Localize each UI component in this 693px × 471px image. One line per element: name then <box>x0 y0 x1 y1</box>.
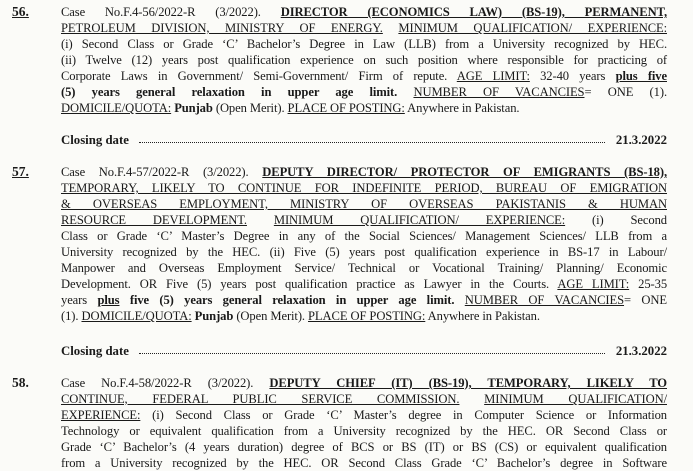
text-run: DIRECTOR (ECONOMICS LAW) (BS-19), PERMANENT, <box>280 5 667 19</box>
text-line <box>61 292 667 308</box>
text-run: = ONE <box>624 293 667 307</box>
text-line <box>61 244 667 260</box>
text-run <box>454 293 464 307</box>
text-run: MINIMUM QUALIFICATION/ <box>484 392 667 406</box>
text-run: MINIMUM QUALIFICATION/ EXPERIENCE: <box>273 213 566 227</box>
text-run: (ii) Twelve (12) years post qualification experience on such position where responsible for practicing of <box>61 53 667 67</box>
closing-date-value: 21.3.2022 <box>615 344 667 358</box>
text-run: (Open Merit). <box>212 101 288 115</box>
text-line <box>61 36 667 52</box>
text-run: plus five <box>615 69 667 83</box>
text-run: Class or Grade ‘C’ Master’s Degree in any of the Social Sciences/ Management Sciences/ LLB from a <box>61 229 667 243</box>
text-line <box>61 276 667 292</box>
text-run: Case No.F.4-57/2022-R (3/2022). <box>61 165 263 179</box>
text-run: years <box>61 293 98 307</box>
text-line <box>61 196 667 212</box>
text-line <box>61 180 667 196</box>
text-run: Corporate Laws in Government/ Semi-Government/ Firm of repute. <box>61 69 457 83</box>
entry-number: 57. <box>12 164 29 179</box>
closing-date-value: 21.3.2022 <box>615 133 667 147</box>
text-run <box>119 293 129 307</box>
text-run: PLACE OF POSTING: <box>308 309 426 323</box>
text-run: Punjab <box>174 101 213 115</box>
text-run: University recognized by the HEC. (ii) Five (5) years post qualification experience in BS-17 in Labour/ <box>61 245 667 259</box>
text-line <box>61 52 667 68</box>
text-run: NUMBER OF VACANCIES <box>464 293 625 307</box>
text-run: (Open Merit). <box>233 309 309 323</box>
text-line <box>61 100 667 116</box>
text-run: RESOURCE DEVELOPMENT. <box>61 213 247 227</box>
text-line <box>61 228 667 244</box>
text-run: (i) Second Class or Grade ‘C’ Master’s degree in Computer Science or Information <box>140 408 667 422</box>
text-run: (1). <box>61 309 82 323</box>
entry-number: 56. <box>12 4 29 19</box>
text-run: DEPUTY CHIEF (IT) (BS-19), TEMPORARY, LIKELY TO <box>269 376 667 390</box>
text-run: TEMPORARY, LIKELY TO CONTINUE FOR INDEFINITE PERIOD, BUREAU OF EMIGRATION <box>61 181 667 195</box>
text-line <box>61 391 667 407</box>
text-line <box>61 439 667 455</box>
closing-date-row <box>61 344 667 359</box>
text-run: EXPERIENCE: <box>61 408 141 422</box>
text-run <box>383 21 399 35</box>
text-run: CONTINUE, FEDERAL PUBLIC SERVICE COMMISSION. <box>61 392 460 406</box>
entry-text <box>61 4 667 116</box>
text-run: AGE LIMIT: <box>557 277 630 291</box>
text-run <box>459 392 484 406</box>
text-run: Case No.F.4-58/2022-R (3/2022). <box>61 376 270 390</box>
text-run: (i) Second <box>565 213 667 227</box>
text-run: 32-40 years <box>529 69 616 83</box>
text-line <box>61 308 667 324</box>
entry-text <box>61 164 667 324</box>
text-line <box>61 164 667 180</box>
text-run: (i) Second Class or Grade ‘C’ Bachelor’s Degree in Law (LLB) from a University recognized by HEC. <box>61 37 667 51</box>
text-run: five (5) years general relaxation in upper age limit. <box>129 293 455 307</box>
text-run: plus <box>97 293 120 307</box>
text-line <box>61 20 667 36</box>
text-line <box>61 375 667 391</box>
closing-date-label: Closing date <box>61 133 129 147</box>
text-run: PLACE OF POSTING: <box>287 101 405 115</box>
text-line <box>61 455 667 471</box>
text-line <box>61 407 667 423</box>
text-run: AGE LIMIT: <box>456 69 530 83</box>
text-run: from a University recognized by the HEC. OR Second Class Grade ‘C’ Bachelor’s degree in Software <box>61 456 667 470</box>
text-run: Grade ‘C’ Bachelor’s (4 years duration) degree of BCS or BS (IT) or BS (CS) or equivalent qualification <box>61 440 667 454</box>
text-run: Development. OR Five (5) years post qualification practice as Lawyer in the Courts. <box>61 277 558 291</box>
entry-number: 58. <box>12 375 29 390</box>
text-run: DOMICILE/QUOTA: <box>81 309 192 323</box>
text-run <box>247 213 274 227</box>
text-run: & OVERSEAS EMPLOYMENT, MINISTRY OF OVERSEAS PAKISTANIS & HUMAN <box>61 197 667 211</box>
text-run: NUMBER OF VACANCIES <box>413 85 585 99</box>
text-line <box>61 423 667 439</box>
leader-dots <box>139 142 605 143</box>
text-run: DOMICILE/QUOTA: <box>61 101 172 115</box>
text-run: DEPUTY DIRECTOR/ PROTECTOR OF EMIGRANTS (BS-18), <box>262 165 667 179</box>
text-run: (5) years general relaxation in upper age limit. <box>61 85 398 99</box>
leader-dots <box>139 353 605 354</box>
closing-date-row <box>61 133 667 148</box>
text-run: Anywhere in Pakistan. <box>425 309 540 323</box>
text-run: Technology or equivalent qualification from a University recognized by the HEC. OR Second Class or <box>61 424 667 438</box>
text-run: MINIMUM QUALIFICATION/ EXPERIENCE: <box>398 21 667 35</box>
entry-text <box>61 375 667 471</box>
text-run: Punjab <box>194 309 234 323</box>
text-line <box>61 212 667 228</box>
closing-date-label: Closing date <box>61 344 129 358</box>
text-line <box>61 4 667 20</box>
text-run: PETROLEUM DIVISION, MINISTRY OF ENERGY. <box>61 21 383 35</box>
text-run: Manpower and Overseas Employment Service/ Technical or Vocational Training/ Planning/ Economic <box>61 261 667 275</box>
text-run: = ONE (1). <box>584 85 667 99</box>
text-run: 25-35 <box>629 277 668 291</box>
text-run <box>397 85 413 99</box>
text-line <box>61 84 667 100</box>
text-line <box>61 260 667 276</box>
text-line <box>61 68 667 84</box>
text-run: Anywhere in Pakistan. <box>404 101 520 115</box>
text-run: Case No.F.4-56/2022-R (3/2022). <box>61 5 281 19</box>
